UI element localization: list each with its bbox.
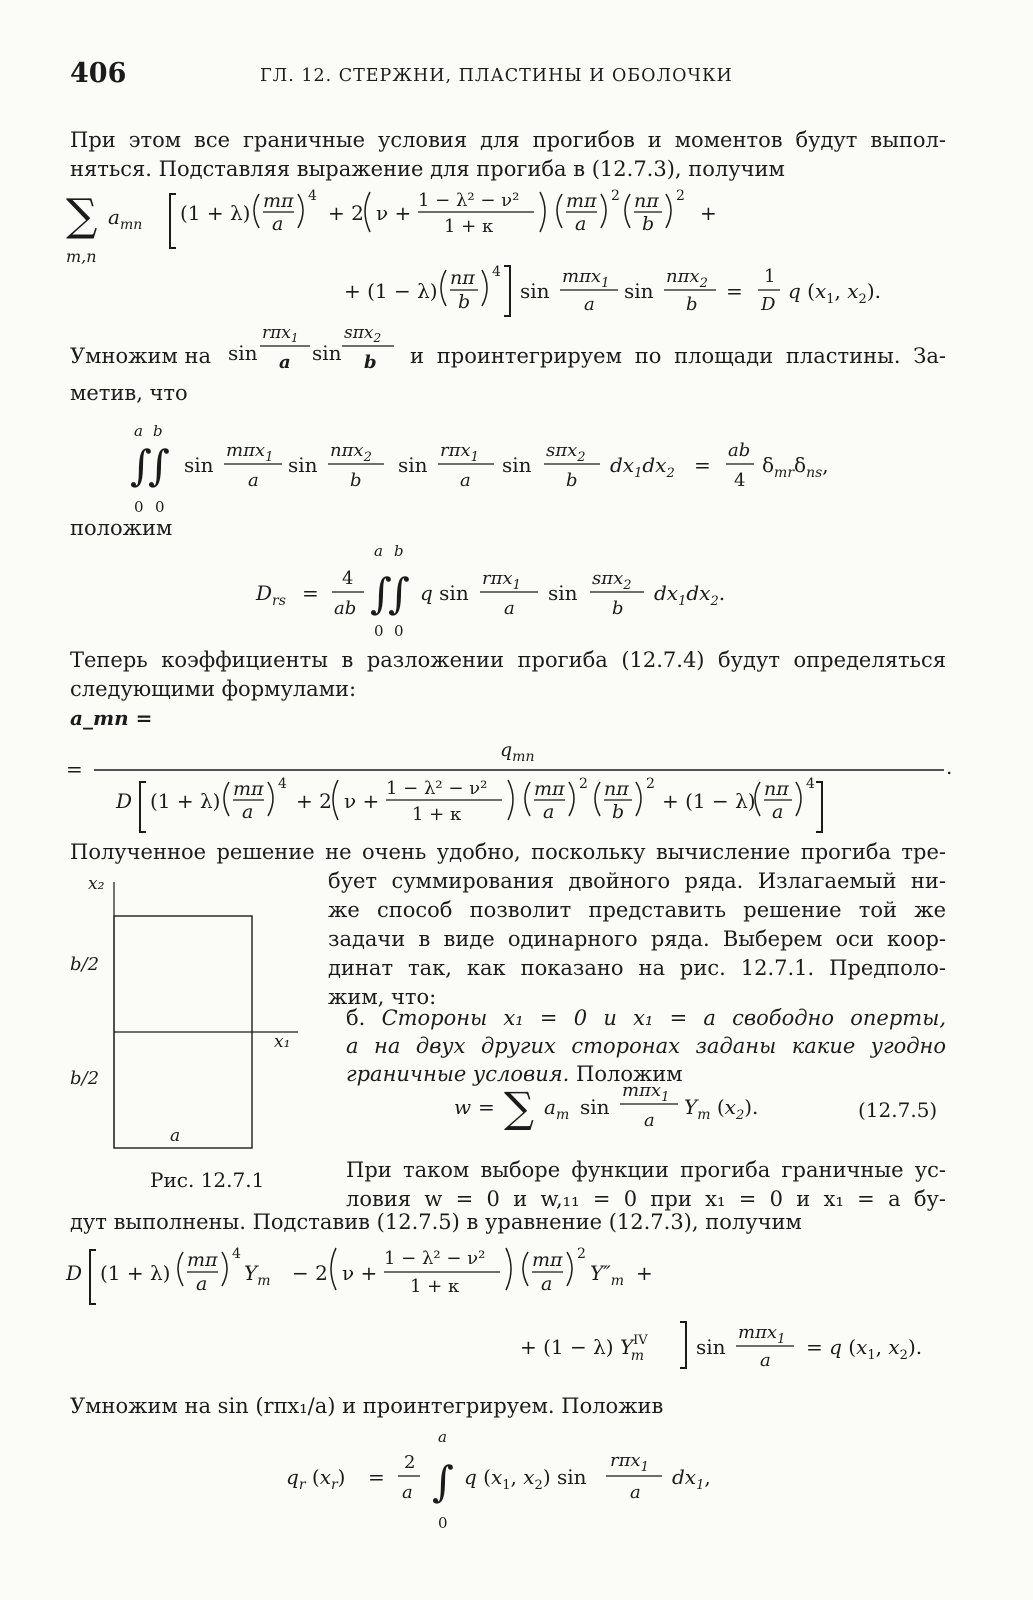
text-run: Умножим на — [70, 344, 211, 368]
svg-text:a: a — [760, 1350, 771, 1371]
text-line: няться. Подставляя выражение для прогиба в (12.7.3), получим — [70, 157, 785, 181]
svg-text:sin: sin — [228, 341, 258, 365]
svg-text:2: 2 — [577, 1246, 586, 1262]
svg-text:1 − λ² − ν²: 1 − λ² − ν² — [418, 190, 520, 211]
svg-text:dx1dx2.: $dx_1dx_2$. — [654, 581, 726, 609]
svg-text:∑: ∑ — [66, 190, 98, 241]
axis-label-x1: x₁ — [274, 1032, 291, 1052]
svg-text:0: 0 — [438, 1514, 448, 1532]
svg-text:4: 4 — [308, 188, 317, 204]
svg-text:mπ: mπ — [263, 190, 294, 212]
svg-text:a: a — [575, 213, 587, 235]
svg-text:sin: sin — [502, 453, 532, 477]
svg-text:+ (1 − λ): + (1 − λ) — [662, 789, 756, 813]
label-b-half-top: b/2 — [70, 954, 100, 975]
svg-text:a: a — [644, 1110, 655, 1131]
text-line: а на двух других сторонах заданы какие угодно — [346, 1034, 946, 1058]
label-b-half-bottom: b/2 — [70, 1068, 100, 1089]
svg-text:D: D — [761, 294, 776, 315]
svg-text:nπ: nπ — [634, 190, 659, 212]
text-line: ловия w = 0 и w,₁₁ = 0 при x₁ = 0 и x₁ = a бу- — [346, 1187, 946, 1211]
inline-multiplier — [224, 324, 399, 386]
svg-text:∫: ∫ — [130, 441, 152, 490]
svg-text:= q (x1, x2).: = q ($x_1$, $x_2$). — [806, 1335, 923, 1363]
svg-text:1 + κ: 1 + κ — [444, 216, 494, 237]
svg-text:nπx2: nπx$_2$ — [666, 266, 708, 291]
svg-text:2: 2 — [579, 776, 588, 792]
text-line: следующими формулами: — [70, 677, 357, 701]
svg-text:nπ: nπ — [450, 267, 475, 289]
text-run: граничные условия. — [346, 1062, 570, 1086]
svg-text:∫: ∫ — [370, 569, 392, 618]
text-line: При этом все граничные условия для прогибов и моментов будут выпол- — [70, 128, 946, 152]
svg-text:sin: sin — [520, 279, 550, 303]
svg-text:=: = — [66, 757, 83, 781]
paragraph-intro — [70, 126, 946, 184]
svg-text:1 + κ: 1 + κ — [412, 804, 462, 825]
equation-number: (12.7.5) — [858, 1098, 938, 1122]
svg-text:(1 + λ): (1 + λ) — [180, 201, 251, 225]
text-run: и проинтегрируем по площади пластины. За- — [410, 344, 946, 368]
svg-text:4: 4 — [492, 264, 501, 280]
svg-text:b: b — [686, 294, 698, 315]
svg-text:a: a — [374, 542, 383, 560]
svg-text:a: a — [279, 352, 291, 373]
paragraph-discussion-line — [70, 838, 946, 867]
svg-text:q sin: q sin — [420, 581, 469, 605]
svg-text:sin: sin — [624, 279, 654, 303]
svg-text:1 − λ² − ν²: 1 − λ² − ν² — [386, 778, 488, 799]
text-run: Положим — [576, 1062, 683, 1086]
svg-text:+: + — [636, 1261, 653, 1285]
paragraph-coefficients — [70, 646, 946, 704]
svg-text:dx1,: $dx_1$, — [672, 1465, 711, 1493]
svg-text:w: w — [454, 1095, 472, 1119]
equation-ode — [0, 1236, 1033, 1372]
svg-text:q (x1, x2) sin: q ($x_1$, $x_2$) sin — [464, 1465, 587, 1493]
equation-series — [0, 182, 1033, 322]
svg-text:b: b — [394, 542, 404, 560]
svg-text:m,n: m,n — [66, 247, 97, 266]
text-line: Теперь коэффициенты в разложении прогиба (12.7.4) будут определяться — [70, 648, 946, 672]
svg-text:a: a — [630, 1482, 641, 1503]
svg-text:δmrδns,: $\delta_{mr}\delta_{ns}$, — [762, 453, 829, 481]
text-line: жим, что: — [328, 985, 437, 1009]
svg-text:nπx2: nπx$_2$ — [330, 440, 372, 465]
svg-text:ν +: ν + — [344, 789, 380, 813]
svg-text:sπx2: sπx$_2$ — [546, 440, 586, 465]
svg-text:sin: sin — [398, 453, 428, 477]
svg-text:ab: ab — [728, 440, 751, 461]
svg-text:mπx1: mπx$_1$ — [738, 1322, 786, 1347]
svg-text:ν +: ν + — [342, 1261, 378, 1285]
svg-text:mπ: mπ — [233, 778, 264, 800]
svg-text:nπ: nπ — [764, 778, 789, 800]
paragraph-boundary-conditions — [346, 1156, 946, 1214]
svg-text:ν +: ν + — [376, 201, 412, 225]
svg-text:2: 2 — [676, 188, 685, 204]
svg-text:a: a — [134, 422, 143, 440]
svg-text:sin: sin — [288, 453, 318, 477]
svg-text:mπ: mπ — [187, 1249, 218, 1271]
amn-label: a_mn = — [70, 706, 153, 730]
svg-text:qr (xr): $q_r$ $(x_r)$ — [286, 1465, 346, 1493]
svg-text:sin: sin — [184, 453, 214, 477]
svg-text:sin: sin — [696, 1335, 726, 1359]
svg-text:=: = — [694, 453, 711, 477]
text-line: При таком выборе функции прогиба граничные ус- — [346, 1158, 946, 1182]
svg-text:0: 0 — [374, 622, 384, 640]
svg-text:mπx1: mπx$_1$ — [226, 440, 274, 465]
svg-text:+ 2: + 2 — [328, 201, 364, 225]
svg-text:b: b — [566, 470, 578, 491]
svg-text:2: 2 — [404, 1452, 416, 1473]
svg-text:Ym (x2).: $Y_m$ $(x_2)$. — [684, 1095, 759, 1123]
svg-text:amn: $a_{mn}$ — [108, 205, 143, 233]
svg-text:=: = — [368, 1465, 385, 1489]
svg-text:D: D — [66, 1261, 83, 1285]
running-title: ГЛ. 12. СТЕРЖНИ, ПЛАСТИНЫ И ОБОЛОЧКИ — [260, 66, 733, 86]
equation-Drs — [0, 538, 1033, 638]
svg-text:+ (1 − λ) YIVm: + (1 − λ) $Y^{IV}$ m — [520, 1333, 648, 1364]
svg-text:1: 1 — [764, 266, 776, 287]
page-header — [70, 58, 950, 98]
svg-text:D: D — [116, 789, 133, 813]
svg-text:a: a — [402, 1482, 413, 1503]
svg-text:b: b — [612, 598, 624, 619]
svg-text:∑: ∑ — [504, 1083, 534, 1132]
svg-text:b: b — [153, 422, 163, 440]
svg-text:.: . — [946, 755, 953, 779]
text-line: Полученное решение не очень удобно, поскольку вычисление прогиба тре- — [70, 840, 946, 864]
svg-text:(1 + λ): (1 + λ) — [150, 789, 221, 813]
text-line: метив, что — [70, 381, 188, 405]
svg-text:1 + κ: 1 + κ — [410, 1276, 460, 1297]
svg-text:b: b — [642, 213, 655, 235]
case-label: б. — [346, 1006, 366, 1030]
svg-text:a: a — [541, 1273, 553, 1295]
svg-text:rπx1: rπx$_1$ — [262, 323, 299, 345]
svg-text:dx1dx2: $dx_1dx_2$ — [610, 453, 675, 481]
svg-text:am: $a_m$ — [544, 1095, 570, 1123]
paragraph-multiply — [70, 323, 946, 408]
svg-text:sin: sin — [548, 581, 578, 605]
text-line: задачи в виде одинарного ряда. Выберем оси коор- — [328, 927, 946, 951]
svg-text:q (x1, x2).: q ($x_1$, $x_2$). — [788, 279, 881, 307]
text-line: динат так, как показано на рис. 12.7.1. Предполо- — [328, 956, 946, 980]
svg-text:a: a — [504, 598, 515, 619]
svg-text:mπ: mπ — [532, 1249, 563, 1271]
svg-text:mπx1: mπx$_1$ — [622, 1080, 670, 1105]
svg-text:∫: ∫ — [388, 569, 410, 618]
svg-text:2: 2 — [646, 776, 655, 792]
svg-text:+ (1 − λ): + (1 − λ) — [344, 279, 438, 303]
svg-text:a: a — [248, 470, 259, 491]
figure-caption: Рис. 12.7.1 — [150, 1168, 265, 1192]
svg-text:=: = — [478, 1095, 495, 1119]
svg-text:a: a — [772, 801, 784, 823]
svg-text:0: 0 — [155, 498, 165, 516]
svg-text:b: b — [458, 291, 471, 313]
text-line: же способ позволит представить решение той же — [328, 898, 946, 922]
paragraph-substitution — [70, 1208, 946, 1237]
svg-text:rπx1: rπx$_1$ — [482, 568, 521, 593]
paragraph-integrate — [70, 1392, 946, 1421]
svg-text:mπ: mπ — [566, 190, 597, 212]
svg-text:sπx2: sπx$_2$ — [592, 568, 632, 593]
svg-text:∫: ∫ — [148, 441, 170, 490]
svg-text:4: 4 — [342, 568, 354, 589]
equation-orthogonality — [0, 418, 1033, 514]
svg-text:a: a — [272, 213, 284, 235]
svg-text:4: 4 — [734, 470, 746, 491]
svg-text:sπx2: sπx$_2$ — [344, 323, 382, 345]
svg-text:+ 2: + 2 — [296, 789, 332, 813]
svg-text:Ym: $Y_m$ — [244, 1261, 271, 1289]
svg-text:Drs: $D_{rs}$ — [256, 581, 286, 609]
text-line: дут выполнены. Подставив (12.7.5) в уравнение (12.7.3), получим — [70, 1210, 802, 1234]
svg-text:rπx1: rπx$_1$ — [440, 440, 479, 465]
figure-12-7-1 — [70, 872, 300, 1182]
paragraph-discussion-column — [328, 867, 946, 1012]
svg-text:(1 + λ): (1 + λ) — [100, 1261, 171, 1285]
svg-text:4: 4 — [806, 776, 815, 792]
svg-text:a: a — [543, 801, 555, 823]
svg-text:qmn: $q_{mn}$ — [500, 739, 535, 765]
text-line: Умножим на sin (rπx₁/a) и проинтегрируем. Положив — [70, 1394, 664, 1418]
figure-plate-diagram — [70, 872, 300, 1172]
svg-text:a: a — [584, 294, 595, 315]
svg-text:sin: sin — [580, 1095, 610, 1119]
svg-text:− 2: − 2 — [292, 1261, 328, 1285]
svg-text:a: a — [460, 470, 471, 491]
equation-amn — [0, 736, 1033, 836]
svg-text:0: 0 — [394, 622, 404, 640]
svg-text:1 − λ² − ν²: 1 − λ² − ν² — [384, 1248, 486, 1269]
svg-text:b: b — [364, 352, 377, 373]
svg-text:mπ: mπ — [534, 778, 565, 800]
svg-text:4: 4 — [278, 776, 287, 792]
svg-text:=: = — [726, 279, 743, 303]
svg-text:nπ: nπ — [604, 778, 629, 800]
text-run: Стороны x₁ = 0 и x₁ = a свободно оперты, — [381, 1006, 946, 1030]
svg-text:b: b — [350, 470, 362, 491]
svg-text:b: b — [612, 801, 625, 823]
svg-text:a: a — [438, 1428, 447, 1446]
page-number: 406 — [70, 58, 127, 89]
svg-text:Y″m: $Y''_m$ — [590, 1261, 624, 1289]
text-line: положим — [70, 516, 173, 540]
svg-text:sin: sin — [312, 341, 342, 365]
svg-text:mπx1: mπx$_1$ — [562, 266, 610, 291]
svg-text:+: + — [700, 201, 717, 225]
text-line: бует суммирования двойного ряда. Излагаемый ни- — [328, 869, 946, 893]
svg-text:=: = — [302, 581, 319, 605]
equation-qr — [0, 1424, 1033, 1534]
svg-text:ab: ab — [334, 598, 357, 619]
svg-text:rπx1: rπx$_1$ — [610, 1450, 649, 1475]
svg-text:a: a — [242, 801, 254, 823]
svg-text:2: 2 — [611, 188, 620, 204]
svg-text:0: 0 — [134, 498, 144, 516]
label-a: a — [170, 1126, 181, 1146]
svg-text:a: a — [196, 1273, 208, 1295]
svg-text:∫: ∫ — [432, 1457, 454, 1506]
axis-label-x2: x₂ — [88, 874, 105, 894]
svg-text:4: 4 — [232, 1246, 241, 1262]
